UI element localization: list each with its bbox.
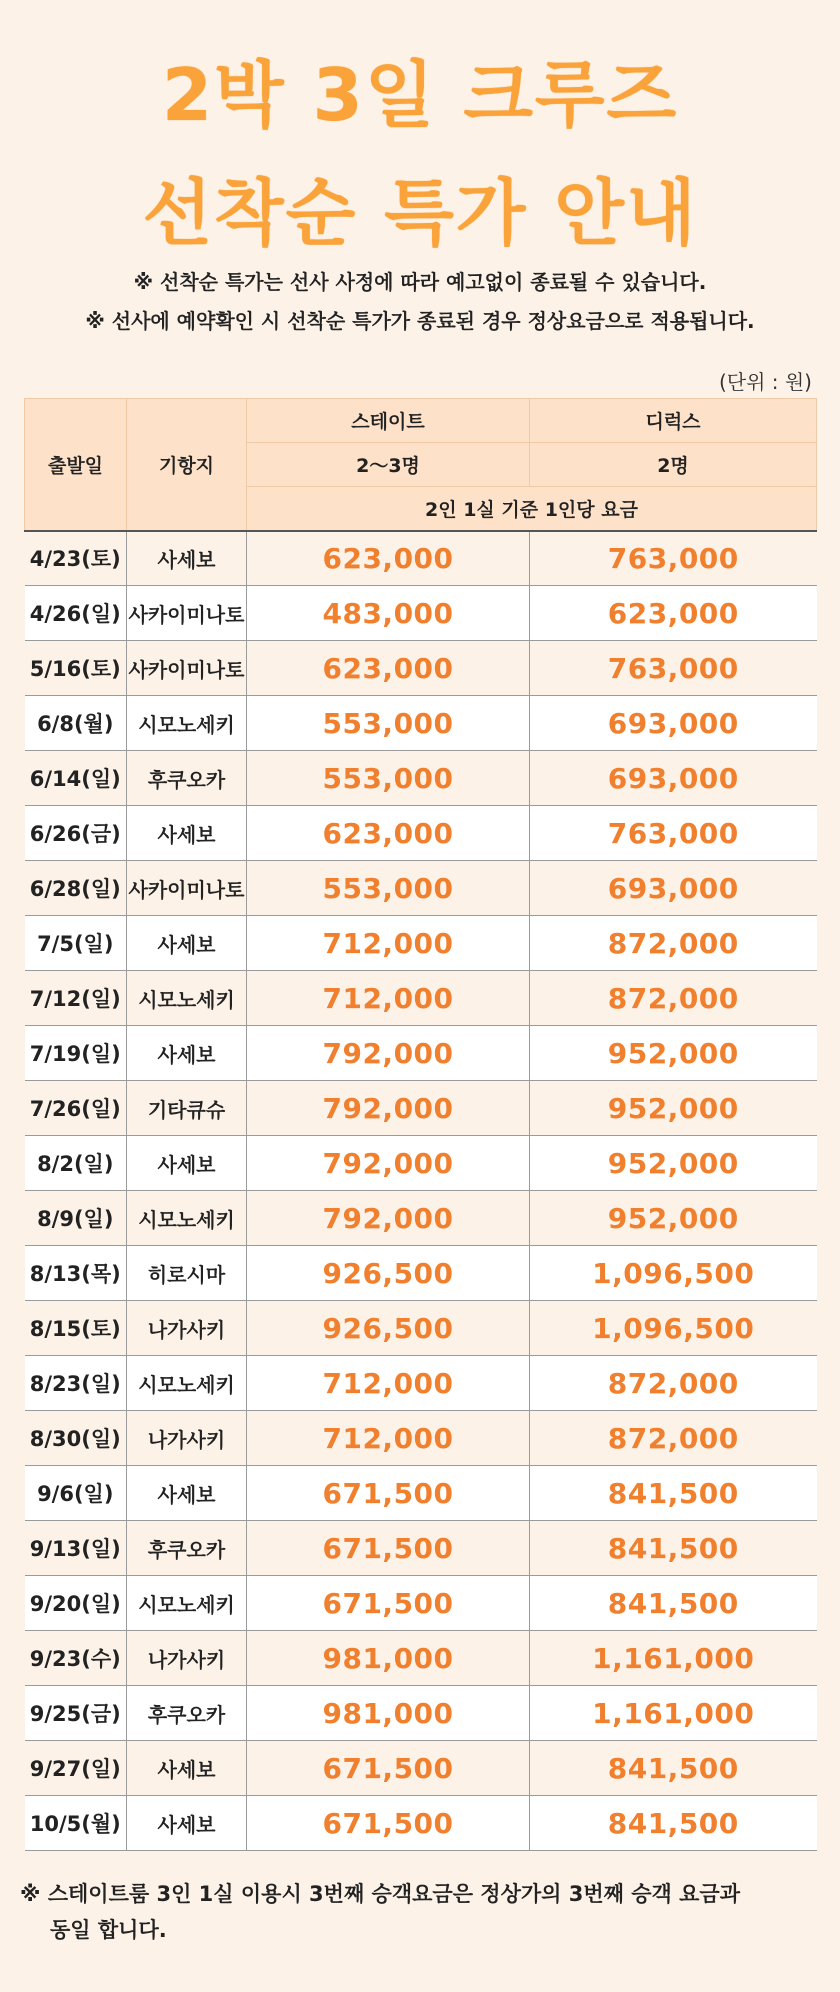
port-cell: 사세보 [127,1796,247,1851]
table-row [25,1631,817,1686]
deluxe-price-cell: 841,500 [530,1576,817,1631]
deluxe-price-cell: 1,161,000 [530,1631,817,1686]
departure-date-cell: 8/9(일) [25,1191,127,1246]
table-row [25,916,817,971]
table-row [25,1191,817,1246]
state-price-cell: 623,000 [247,806,530,861]
state-price-cell: 981,000 [247,1631,530,1686]
table-row [25,751,817,806]
state-price-cell: 553,000 [247,751,530,806]
price-table-body [25,531,817,1851]
deluxe-price-cell: 841,500 [530,1741,817,1796]
header-deluxe-capacity: 2명 [530,443,817,487]
port-cell: 시모노세키 [127,971,247,1026]
footnote-line2: 동일 합니다. [50,1918,167,1942]
notice-text-2: ※ 선사에 예약확인 시 선착순 특가가 종료된 경우 정상요금으로 적용됩니다. [85,309,755,333]
deluxe-price-cell: 763,000 [530,806,817,861]
table-row [25,1356,817,1411]
table-row [25,1741,817,1796]
deluxe-price-cell: 1,096,500 [530,1301,817,1356]
deluxe-price-cell: 693,000 [530,861,817,916]
port-cell: 사카이미나토 [127,586,247,641]
deluxe-price-cell: 952,000 [530,1136,817,1191]
deluxe-price-cell: 952,000 [530,1026,817,1081]
deluxe-price-cell: 952,000 [530,1191,817,1246]
port-cell: 사카이미나토 [127,641,247,696]
deluxe-price-cell: 872,000 [530,1356,817,1411]
departure-date-cell: 8/2(일) [25,1136,127,1191]
state-price-cell: 483,000 [247,586,530,641]
port-cell: 히로시마 [127,1246,247,1301]
departure-date-cell: 9/23(수) [25,1631,127,1686]
table-row [25,696,817,751]
departure-date-cell: 10/5(월) [25,1796,127,1851]
table-row [25,531,817,586]
state-price-cell: 792,000 [247,1191,530,1246]
state-price-cell: 981,000 [247,1686,530,1741]
departure-date-cell: 6/26(금) [25,806,127,861]
departure-date-cell: 6/28(일) [25,861,127,916]
port-cell: 후쿠오카 [127,1521,247,1576]
departure-date-cell: 8/13(목) [25,1246,127,1301]
departure-date-cell: 9/27(일) [25,1741,127,1796]
table-row [25,1246,817,1301]
port-cell: 시모노세키 [127,1356,247,1411]
port-cell: 사세보 [127,1466,247,1521]
state-price-cell: 926,500 [247,1301,530,1356]
port-cell: 시모노세키 [127,1576,247,1631]
state-price-cell: 623,000 [247,641,530,696]
port-cell: 나가사키 [127,1411,247,1466]
departure-date-cell: 5/16(토) [25,641,127,696]
departure-date-cell: 7/26(일) [25,1081,127,1136]
port-cell: 나가사키 [127,1631,247,1686]
unit-label: (단위 : 원) [718,370,812,394]
departure-date-cell: 8/30(일) [25,1411,127,1466]
departure-date-cell: 7/5(일) [25,916,127,971]
state-price-cell: 792,000 [247,1136,530,1191]
departure-date-cell: 8/15(토) [25,1301,127,1356]
deluxe-price-cell: 693,000 [530,696,817,751]
page-title-line2: 선착순 특가 안내 [142,171,698,255]
state-price-cell: 712,000 [247,971,530,1026]
table-row [25,586,817,641]
port-cell: 사카이미나토 [127,861,247,916]
port-cell: 사세보 [127,1026,247,1081]
deluxe-price-cell: 763,000 [530,641,817,696]
state-price-cell: 623,000 [247,531,530,586]
state-price-cell: 671,500 [247,1796,530,1851]
deluxe-price-cell: 763,000 [530,531,817,586]
deluxe-price-cell: 841,500 [530,1796,817,1851]
table-row [25,1081,817,1136]
header-port: 기항지 [127,399,247,531]
port-cell: 나가사키 [127,1301,247,1356]
port-cell: 사세보 [127,531,247,586]
state-price-cell: 712,000 [247,916,530,971]
deluxe-price-cell: 623,000 [530,586,817,641]
table-row [25,971,817,1026]
departure-date-cell: 9/20(일) [25,1576,127,1631]
state-price-cell: 792,000 [247,1026,530,1081]
table-row [25,806,817,861]
table-row [25,1026,817,1081]
state-price-cell: 671,500 [247,1741,530,1796]
deluxe-price-cell: 841,500 [530,1466,817,1521]
table-row [25,1466,817,1521]
port-cell: 사세보 [127,916,247,971]
table-row [25,1686,817,1741]
state-price-cell: 926,500 [247,1246,530,1301]
departure-date-cell: 6/8(월) [25,696,127,751]
departure-date-cell: 4/23(토) [25,531,127,586]
departure-date-cell: 9/6(일) [25,1466,127,1521]
port-cell: 후쿠오카 [127,751,247,806]
deluxe-price-cell: 693,000 [530,751,817,806]
table-row [25,1301,817,1356]
departure-date-cell: 6/14(일) [25,751,127,806]
table-row [25,1576,817,1631]
table-row [25,1796,817,1851]
table-row [25,861,817,916]
departure-date-cell: 9/25(금) [25,1686,127,1741]
state-price-cell: 671,500 [247,1576,530,1631]
notice-text-1: ※ 선착순 특가는 선사 사정에 따라 예고없이 종료될 수 있습니다. [133,270,707,294]
deluxe-price-cell: 841,500 [530,1521,817,1576]
deluxe-price-cell: 952,000 [530,1081,817,1136]
price-table [24,398,817,1851]
deluxe-price-cell: 872,000 [530,916,817,971]
deluxe-price-cell: 1,096,500 [530,1246,817,1301]
departure-date-cell: 8/23(일) [25,1356,127,1411]
header-state-capacity: 2～3명 [247,443,530,487]
page-title-line1: 2박 3일 크루즈 [161,53,679,137]
port-cell: 사세보 [127,806,247,861]
deluxe-price-cell: 1,161,000 [530,1686,817,1741]
deluxe-price-cell: 872,000 [530,971,817,1026]
price-table-header [25,399,817,531]
table-row [25,641,817,696]
state-price-cell: 671,500 [247,1466,530,1521]
header-price-basis: 2인 1실 기준 1인당 요금 [247,487,817,531]
port-cell: 사세보 [127,1741,247,1796]
state-price-cell: 712,000 [247,1356,530,1411]
table-row [25,1521,817,1576]
header-state-room: 스테이트 [247,399,530,443]
port-cell: 시모노세키 [127,1191,247,1246]
departure-date-cell: 7/19(일) [25,1026,127,1081]
state-price-cell: 553,000 [247,696,530,751]
departure-date-cell: 9/13(일) [25,1521,127,1576]
table-row [25,1411,817,1466]
footnote [20,1876,820,1948]
state-price-cell: 671,500 [247,1521,530,1576]
port-cell: 후쿠오카 [127,1686,247,1741]
departure-date-cell: 7/12(일) [25,971,127,1026]
deluxe-price-cell: 872,000 [530,1411,817,1466]
state-price-cell: 712,000 [247,1411,530,1466]
header-deluxe-room: 디럭스 [530,399,817,443]
port-cell: 기타큐슈 [127,1081,247,1136]
footnote-line1: ※ 스테이트룸 3인 1실 이용시 3번째 승객요금은 정상가의 3번째 승객 요금과 [20,1882,740,1906]
table-row [25,1136,817,1191]
header-departure: 출발일 [25,399,127,531]
port-cell: 사세보 [127,1136,247,1191]
state-price-cell: 792,000 [247,1081,530,1136]
port-cell: 시모노세키 [127,696,247,751]
departure-date-cell: 4/26(일) [25,586,127,641]
state-price-cell: 553,000 [247,861,530,916]
